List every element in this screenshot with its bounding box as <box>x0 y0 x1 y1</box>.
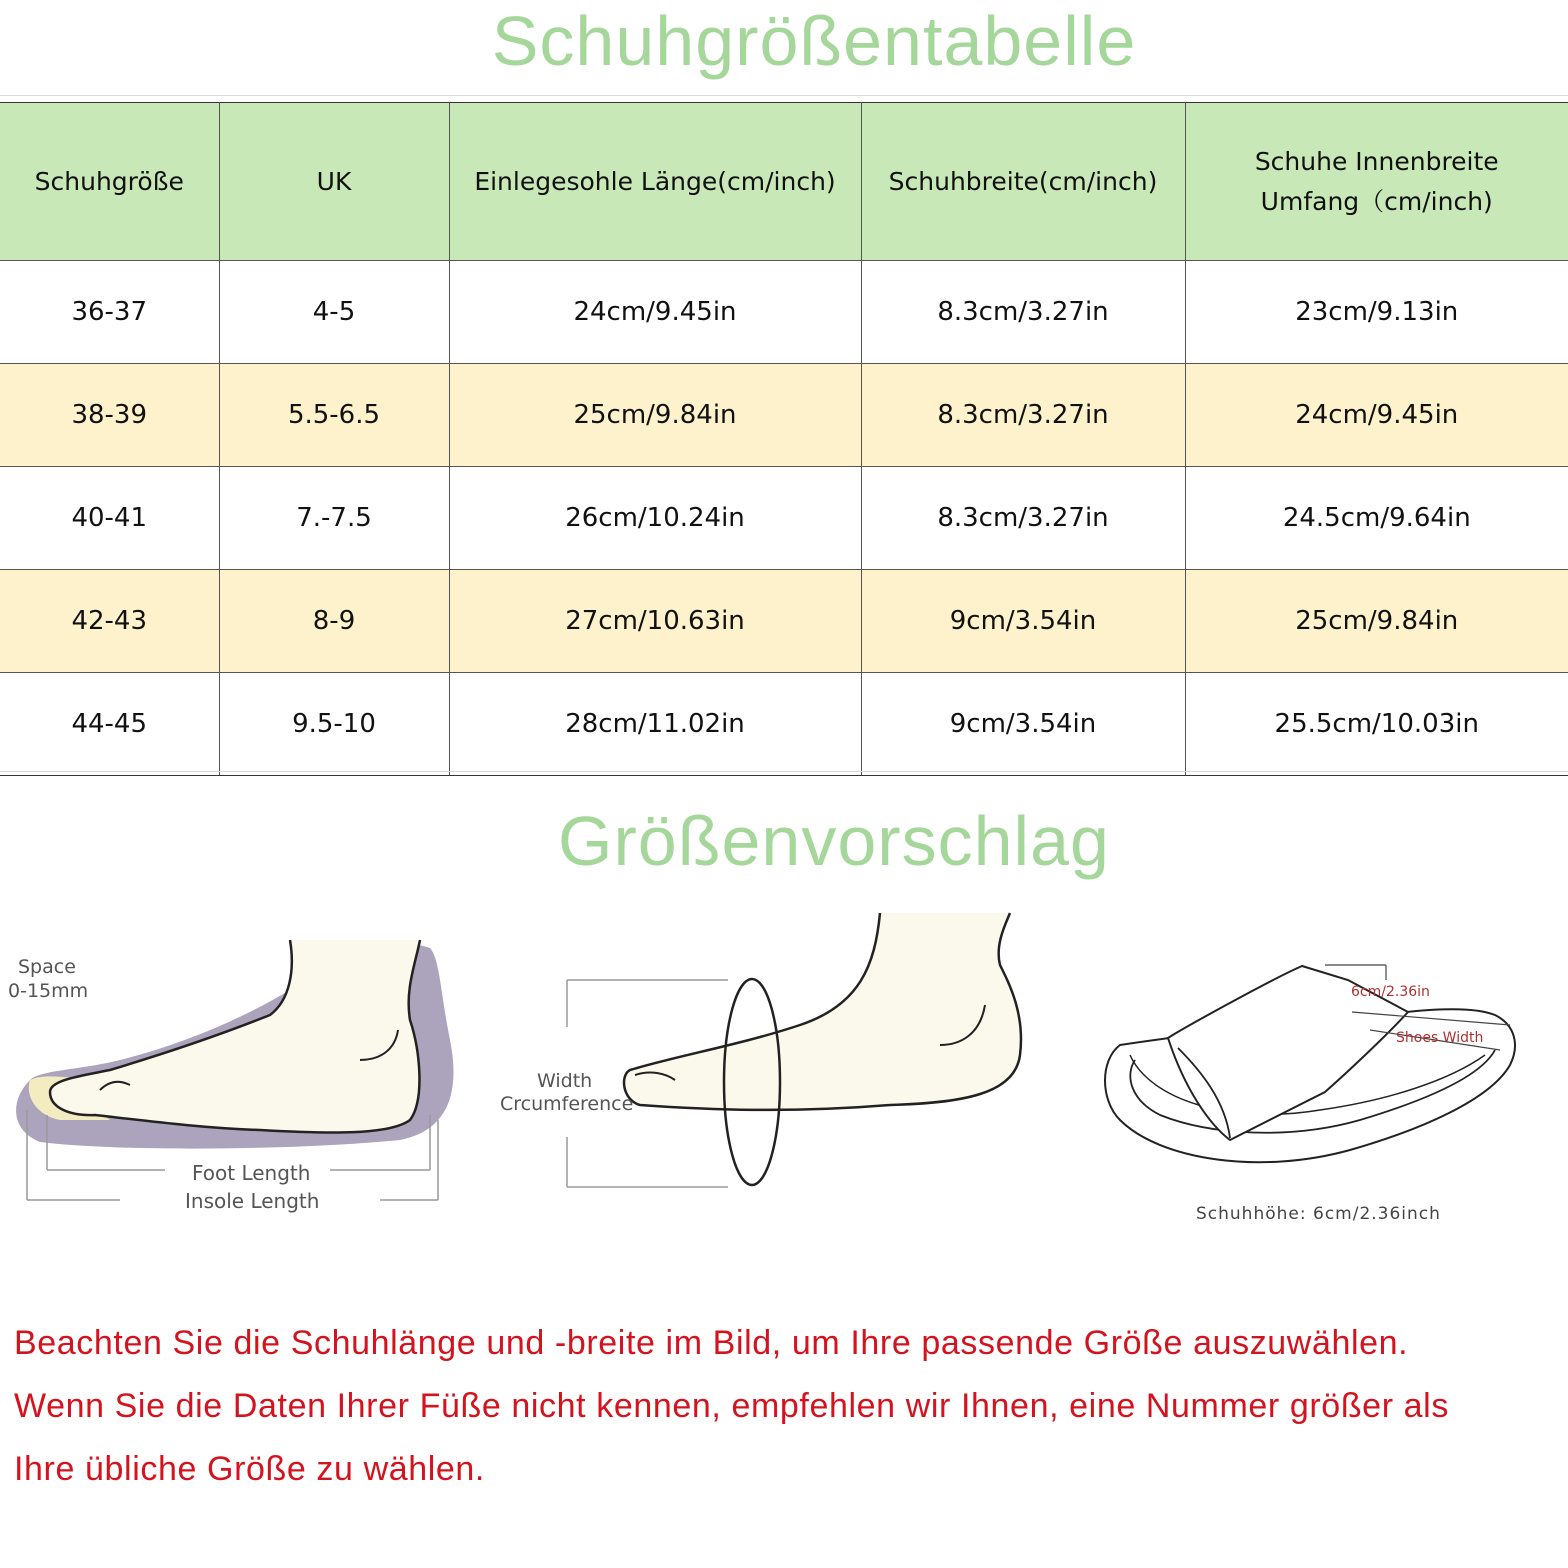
cell-uk: 4-5 <box>219 261 449 364</box>
width-label: Width <box>537 1070 593 1092</box>
note-paragraph: Wenn Sie die Daten Ihrer Füße nicht kennen, empfehlen wir Ihnen, eine Nummer größer als Ihre übliche Größe zu wählen. <box>14 1387 1449 1488</box>
cell-insole-length: 25cm/9.84in <box>449 364 861 467</box>
cell-insole-length: 26cm/10.24in <box>449 467 861 570</box>
cell-width: 9cm/3.54in <box>861 570 1185 673</box>
header-shoe-size: Schuhgröße <box>0 103 219 261</box>
cell-uk: 9.5-10 <box>219 673 449 776</box>
space-label: Space <box>18 956 76 978</box>
space-range-label: 0-15mm <box>8 980 89 1002</box>
table-row <box>0 673 1568 776</box>
cell-size: 40-41 <box>0 467 219 570</box>
table-header-row <box>0 103 1568 261</box>
insole-length-label: Insole Length <box>185 1189 320 1213</box>
table-row <box>0 261 1568 364</box>
cell-width: 9cm/3.54in <box>861 673 1185 776</box>
cell-size: 42-43 <box>0 570 219 673</box>
cell-width: 8.3cm/3.27in <box>861 364 1185 467</box>
cell-uk: 8-9 <box>219 570 449 673</box>
sandal-height-caption: Schuhhöhe: 6cm/2.36inch <box>1196 1204 1441 1224</box>
cell-uk: 7.-7.5 <box>219 467 449 570</box>
table-row <box>0 570 1568 673</box>
cell-uk: 5.5-6.5 <box>219 364 449 467</box>
cell-insole-length: 27cm/10.63in <box>449 570 861 673</box>
size-suggestion-title: Größenvorschlag <box>558 802 1110 880</box>
divider <box>0 771 1568 772</box>
cell-insole-length: 28cm/11.02in <box>449 673 861 776</box>
header-uk: UK <box>219 103 449 261</box>
cell-circumference: 25.5cm/10.03in <box>1185 673 1568 776</box>
table-row <box>0 467 1568 570</box>
cell-size: 36-37 <box>0 261 219 364</box>
cell-size: 44-45 <box>0 673 219 776</box>
foot-outline <box>624 913 1021 1110</box>
divider <box>0 95 1568 96</box>
sandal-width-label: Shoes Width <box>1396 1030 1484 1046</box>
slide-sandal-illustration <box>1090 950 1530 1190</box>
circumference-illustration <box>490 905 1050 1205</box>
cell-circumference: 23cm/9.13in <box>1185 261 1568 364</box>
header-shoe-width: Schuhbreite(cm/inch) <box>861 103 1185 261</box>
size-chart-title: Schuhgrößentabelle <box>491 2 1137 80</box>
foot-length-illustration <box>0 930 470 1230</box>
size-table <box>0 102 1568 776</box>
cell-width: 8.3cm/3.27in <box>861 467 1185 570</box>
cell-insole-length: 24cm/9.45in <box>449 261 861 364</box>
cell-circumference: 24.5cm/9.64in <box>1185 467 1568 570</box>
note-paragraph: Beachten Sie die Schuhlänge und -breite im Bild, um Ihre passende Größe auszuwählen. <box>14 1324 1409 1362</box>
header-inner-circumference: Schuhe Innenbreite Umfang（cm/inch) <box>1185 103 1568 261</box>
header-insole-length: Einlegesohle Länge(cm/inch) <box>449 103 861 261</box>
circumference-label: Crcumference <box>500 1093 634 1115</box>
table-row <box>0 364 1568 467</box>
cell-size: 38-39 <box>0 364 219 467</box>
cell-circumference: 24cm/9.45in <box>1185 364 1568 467</box>
sandal-height-label: 6cm/2.36in <box>1351 984 1430 1000</box>
size-advice-note <box>14 1312 1454 1501</box>
foot-length-label: Foot Length <box>192 1161 311 1185</box>
foot-outline <box>50 940 420 1133</box>
cell-width: 8.3cm/3.27in <box>861 261 1185 364</box>
cell-circumference: 25cm/9.84in <box>1185 570 1568 673</box>
